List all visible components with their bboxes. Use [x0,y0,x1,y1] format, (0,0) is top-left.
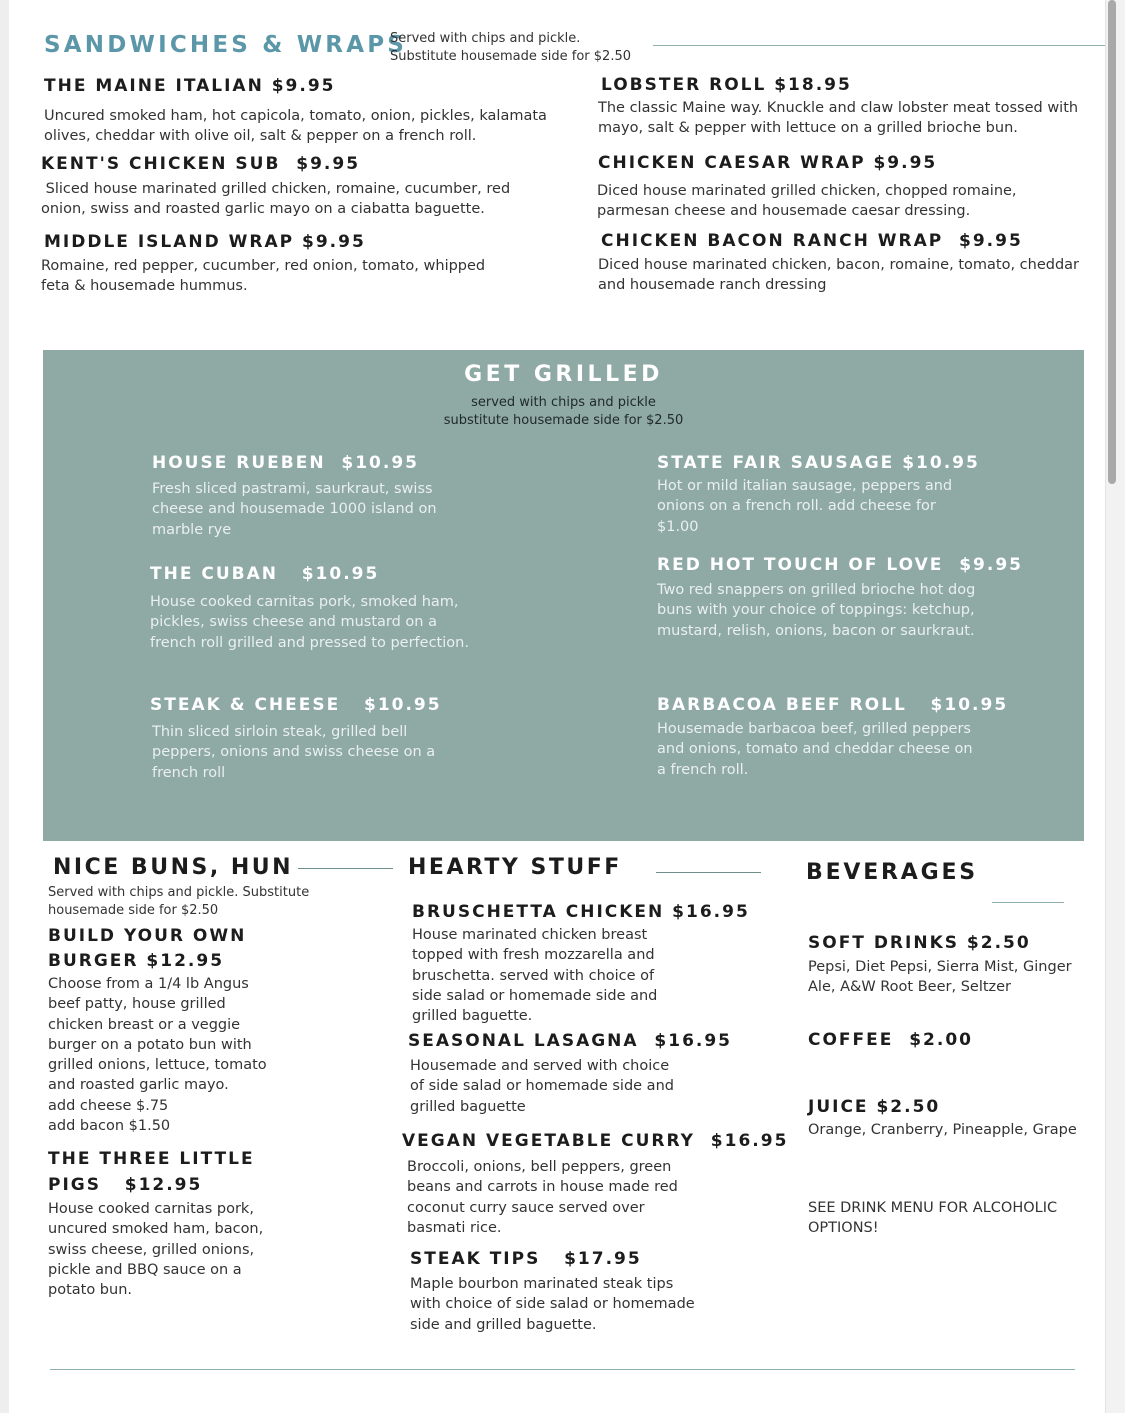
menu-item-desc: House cooked carnitas pork, smoked ham, pickles, swiss cheese and mustard on a french roll grilled and pressed to perfection. [150,594,469,651]
grilled-note-2: substitute housemade side for $2.50 [443,413,684,428]
menu-item-title: MIDDLE ISLAND WRAP $9.95 [44,232,366,252]
menu-item-desc: Uncured smoked ham, hot capicola, tomato, onion, pickles, kalamata olives, cheddar with olive oil, salt & pepper on a french roll. [44,108,547,145]
menu-item-title: STEAK TIPS $17.95 [410,1249,642,1269]
menu-item-desc: Two red snappers on grilled brioche hot dog buns with your choice of toppings: ketchup, mustard, relish, onions, bacon or saurkraut. [657,582,976,639]
hearty-title: HEARTY STUFF [408,855,622,880]
grilled-title: GET GRILLED [464,362,663,387]
menu-item-title: STATE FAIR SAUSAGE $10.95 [657,453,980,473]
menu-item-title: HOUSE RUEBEN $10.95 [152,453,420,473]
sandwiches-note-1: Served with chips and pickle. [390,31,581,46]
menu-item-desc: Diced house marinated grilled chicken, chopped romaine, parmesan cheese and housemade caesar dressing. [597,183,1017,220]
menu-item-desc: Hot or mild italian sausage, peppers and onions on a french roll. add cheese for $1.00 [657,478,953,535]
menu-item-title: STEAK & CHEESE $10.95 [150,695,442,715]
beverages-footer-note: SEE DRINK MENU FOR ALCOHOLIC OPTIONS! [808,1200,1058,1237]
grilled-note-1: served with chips and pickle [471,395,656,410]
sandwiches-note-2: Substitute housemade side for $2.50 [390,49,631,64]
buns-title: NICE BUNS, HUN [53,855,294,880]
menu-item-title: BARBACOA BEEF ROLL $10.95 [657,695,1009,715]
menu-item-desc: Housemade barbacoa beef, grilled peppers and onions, tomato and cheddar cheese on a french roll. [657,721,973,778]
get-grilled-panel [43,350,1084,841]
menu-item-title: BUILD YOUR OWN [48,926,247,946]
menu-item-title: SEASONAL LASAGNA $16.95 [408,1031,733,1051]
menu-item-desc: Orange, Cranberry, Pineapple, Grape [808,1122,1077,1138]
menu-item-desc: Sliced house marinated grilled chicken, romaine, cucumber, red onion, swiss and roasted garlic mayo on a ciabatta baguette. [41,181,515,218]
menu-item-title: KENT'S CHICKEN SUB $9.95 [41,154,361,174]
menu-item-desc: Pepsi, Diet Pepsi, Sierra Mist, Ginger Ale, A&W Root Beer, Seltzer [808,959,1072,996]
menu-item-title: RED HOT TOUCH OF LOVE $9.95 [657,555,1023,575]
menu-item-desc: Romaine, red pepper, cucumber, red onion, tomato, whipped feta & housemade hummus. [41,258,486,295]
menu-item-desc: Fresh sliced pastrami, saurkraut, swiss cheese and housemade 1000 island on marble rye [152,481,437,538]
menu-item-extra: add bacon $1.50 [48,1118,171,1134]
beverages-rule [992,902,1064,903]
menu-item-title: COFFEE $2.00 [808,1030,973,1050]
buns-note: Served with chips and pickle. Substitute housemade side for $2.50 [48,885,310,918]
menu-item-desc: Thin sliced sirloin steak, grilled bell peppers, onions and swiss cheese on a french roll [152,724,436,781]
menu-item-title: JUICE $2.50 [808,1097,941,1117]
menu-item-extra: add cheese $.75 [48,1098,169,1114]
menu-item-desc: Diced house marinated chicken, bacon, romaine, tomato, cheddar and housemade ranch dressing [598,257,1080,294]
hearty-rule [656,872,761,873]
sandwiches-rule [653,45,1117,46]
menu-item-desc: House marinated chicken breast topped with fresh mozzarella and bruschetta. served with choice of side salad or homemade side and grilled baguette. [412,927,658,1025]
menu-item-title: THE CUBAN $10.95 [150,564,380,584]
menu-item-title: VEGAN VEGETABLE CURRY $16.95 [402,1131,789,1151]
menu-item-desc: The classic Maine way. Knuckle and claw lobster meat tossed with mayo, salt & pepper with lettuce on a grilled brioche bun. [598,100,1079,137]
menu-item-title: THE MAINE ITALIAN $9.95 [44,76,336,96]
menu-item-title: LOBSTER ROLL $18.95 [601,75,852,95]
menu-item-title: CHICKEN CAESAR WRAP $9.95 [598,153,938,173]
sandwiches-title: SANDWICHES & WRAPS [44,32,408,58]
menu-item-desc: Housemade and served with choice of side salad or homemade side and grilled baguette [410,1058,674,1115]
menu-item-desc: House cooked carnitas pork, uncured smoked ham, bacon, swiss cheese, grilled onions, pickle and BBQ sauce on a potato bun. [48,1201,264,1299]
menu-item-desc: Broccoli, onions, bell peppers, green beans and carrots in house made red coconut curry sauce served over basmati rice. [407,1159,678,1236]
beverages-title: BEVERAGES [806,860,978,885]
menu-item-title: BURGER $12.95 [48,951,225,971]
menu-item-title: SOFT DRINKS $2.50 [808,933,1031,953]
vertical-scrollbar-thumb[interactable] [1108,0,1116,484]
menu-item-title: BRUSCHETTA CHICKEN $16.95 [412,902,750,922]
bottom-rule [50,1369,1075,1370]
menu-item-desc: Choose from a 1/4 lb Angus beef patty, house grilled chicken breast or a veggie burger on a potato bun with grilled onions, lettuce, tomato and roasted garlic mayo. [48,976,267,1094]
page-left-edge [0,0,9,1413]
menu-item-title: THE THREE LITTLE [48,1149,255,1169]
menu-item-title: PIGS $12.95 [48,1175,203,1195]
buns-rule [298,868,393,869]
menu-item-desc: Maple bourbon marinated steak tips with choice of side salad or homemade side and grilled baguette. [410,1276,695,1333]
menu-item-title: CHICKEN BACON RANCH WRAP $9.95 [601,231,1023,251]
